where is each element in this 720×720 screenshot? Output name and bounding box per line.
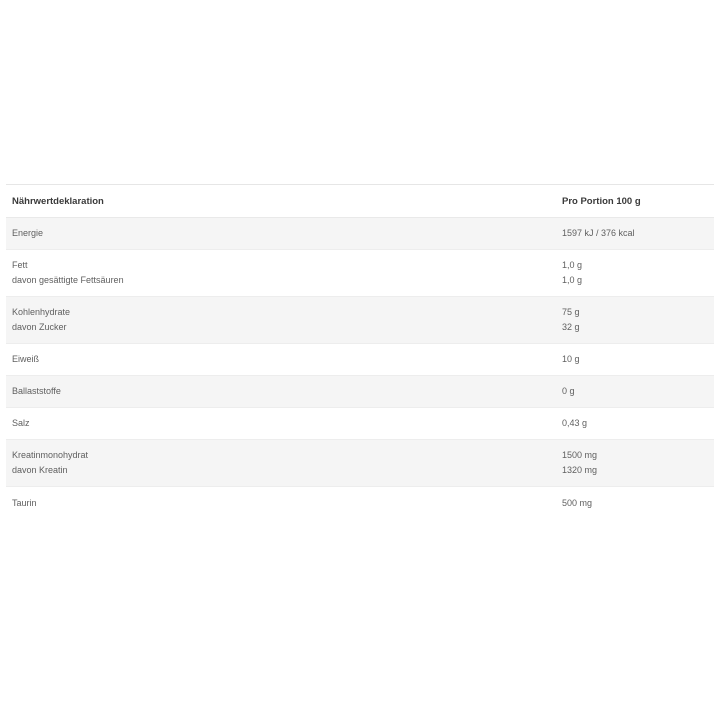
row-sublabel: davon Zucker xyxy=(12,322,67,332)
row-label: Eiweiß xyxy=(12,354,40,364)
row-subvalue: 1,0 g xyxy=(562,275,583,285)
row-label: Salz xyxy=(12,418,30,428)
table-row xyxy=(6,297,714,344)
row-value: 10 g xyxy=(562,354,580,364)
nutrition-table xyxy=(6,184,714,534)
table-row xyxy=(6,408,714,440)
row-label: Fett xyxy=(12,260,28,270)
row-label: Kohlenhydrate xyxy=(12,307,71,317)
row-value: 0 g xyxy=(562,386,575,396)
header-value: Pro Portion 100 g xyxy=(562,195,641,207)
row-value: 500 mg xyxy=(562,498,593,508)
header-label: Nährwertdeklaration xyxy=(12,195,104,207)
table-row xyxy=(6,344,714,376)
table-row xyxy=(6,440,714,487)
row-value: 75 g xyxy=(562,307,580,317)
table-row xyxy=(6,218,714,250)
row-value: 0,43 g xyxy=(562,418,588,428)
table-row xyxy=(6,250,714,297)
row-label: Energie xyxy=(12,228,44,238)
row-label: Kreatinmonohydrat xyxy=(12,450,89,460)
row-value: 1597 kJ / 376 kcal xyxy=(562,228,635,238)
table-header-row xyxy=(6,185,714,218)
row-sublabel: davon Kreatin xyxy=(12,465,68,475)
row-label: Taurin xyxy=(12,498,37,508)
row-value: 1500 mg xyxy=(562,450,598,460)
row-label: Ballaststoffe xyxy=(12,386,61,396)
table-row xyxy=(6,487,714,534)
row-subvalue: 32 g xyxy=(562,322,580,332)
row-subvalue: 1320 mg xyxy=(562,465,598,475)
row-value: 1,0 g xyxy=(562,260,583,270)
table-row xyxy=(6,376,714,408)
row-sublabel: davon gesättigte Fettsäuren xyxy=(12,275,124,285)
